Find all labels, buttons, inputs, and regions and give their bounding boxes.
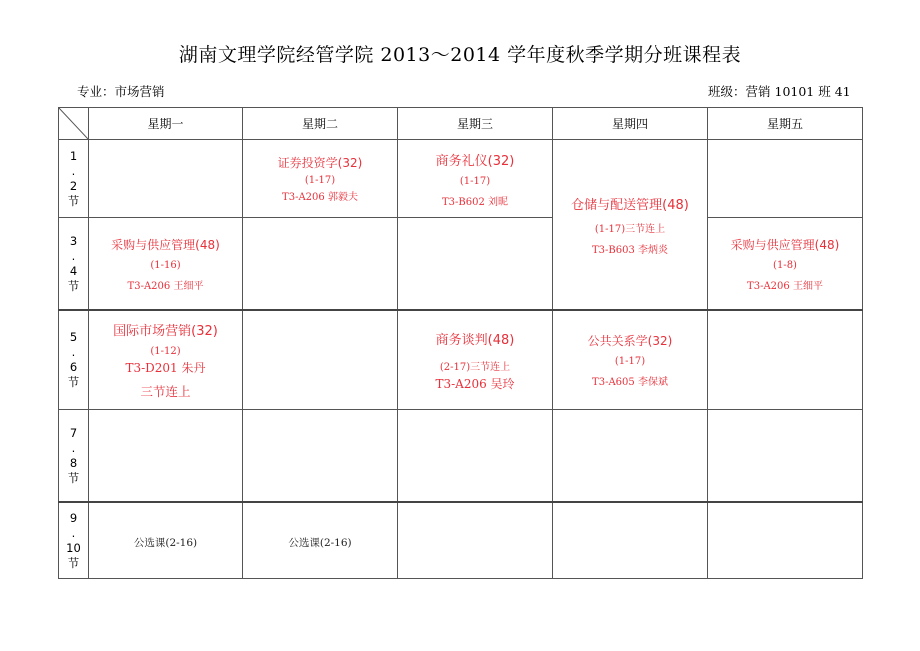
course-weeks: (1-16): [150, 259, 181, 271]
cell-fri-910: [708, 502, 863, 579]
major-label: 专业：: [77, 84, 115, 99]
cell-wed-12: [398, 140, 553, 218]
course-room: T3-D201 朱丹: [125, 361, 206, 375]
cell-mon-56: [89, 310, 243, 410]
course-name: 仓储与配送管理(48): [571, 197, 689, 213]
corner-cell: [59, 108, 89, 140]
class-info: [708, 82, 851, 100]
course-name: 证券投资学(32): [277, 156, 363, 170]
cell-fri-78: [708, 410, 863, 503]
major-value: 市场营销: [114, 84, 165, 99]
row-period-5-6: [59, 310, 863, 410]
course-room: T3-A206 吴玲: [435, 376, 515, 391]
day-header-thu: 星期四: [553, 108, 708, 140]
major-info: [77, 82, 165, 100]
course-name: 采购与供应管理(48): [111, 237, 220, 252]
course-room: T3-A206 王细平: [127, 280, 204, 292]
row-period-1-2: [59, 140, 863, 218]
cell-wed-34: [398, 218, 553, 311]
day-header-tue: 星期二: [243, 108, 398, 140]
cell-mon-78: [89, 410, 243, 503]
diagonal-line: [59, 108, 88, 139]
cell-tue-78: [243, 410, 398, 503]
cell-thu-56: [553, 310, 708, 410]
cell-thu-14: [553, 140, 708, 311]
cell-fri-56: [708, 310, 863, 410]
course-weeks: (1-8): [773, 259, 797, 271]
course-room: T3-B603 李炳炎: [591, 244, 669, 256]
period-label-3-4: 3 . 4 节: [59, 218, 89, 311]
day-header-mon: 星期一: [89, 108, 243, 140]
course-room: T3-B602 刘昵: [441, 196, 509, 208]
period-label-5-6: 5 . 6 节: [59, 310, 89, 410]
cell-mon-12: [89, 140, 243, 218]
course-name: 采购与供应管理(48): [730, 237, 840, 252]
course-weeks: (1-17)三节连上: [594, 223, 666, 235]
cell-wed-910: [398, 502, 553, 579]
cell-wed-78: [398, 410, 553, 503]
cell-fri-12: [708, 140, 863, 218]
cell-wed-56: [398, 310, 553, 410]
course-room: T3-A605 李保斌: [592, 377, 668, 388]
course-name: 商务礼仪(32): [435, 153, 515, 169]
page-title: 湖南文理学院经管学院 2013～2014 学年度秋季学期分班课程表: [178, 44, 742, 66]
row-period-9-10: [59, 502, 863, 579]
course-name: 公选课(2-16): [288, 537, 352, 549]
day-header-wed: 星期三: [398, 108, 553, 140]
course-weeks: (1-12): [150, 346, 181, 357]
course-name: 公选课(2-16): [133, 537, 198, 549]
cell-thu-910: [553, 502, 708, 579]
period-label-9-10: 9 . 10 节: [59, 502, 89, 579]
cell-tue-34: [243, 218, 398, 311]
class-value: 营销 10101 班 41: [745, 84, 851, 99]
course-room: T3-A206 郭毅夫: [282, 192, 358, 203]
row-period-7-8: [59, 410, 863, 503]
cell-thu-78: [553, 410, 708, 503]
cell-mon-910: [89, 502, 243, 579]
course-room: T3-A206 王细平: [747, 280, 823, 292]
course-weeks: (1-17): [614, 356, 646, 367]
cell-mon-34: [89, 218, 243, 311]
course-extra: 三节连上: [140, 384, 191, 399]
cell-fri-34: [708, 218, 863, 311]
header-row: [59, 108, 863, 140]
period-label-1-2: 1 . 2 节: [59, 140, 89, 218]
cell-tue-12: [243, 140, 398, 218]
course-weeks: (2-17)三节连上: [439, 361, 511, 373]
course-name: 公共关系学(32): [587, 334, 673, 348]
row-period-3-4: [59, 218, 863, 311]
course-weeks: (1-17): [304, 175, 336, 186]
cell-tue-910: [243, 502, 398, 579]
day-header-fri: 星期五: [708, 108, 863, 140]
course-weeks: (1-17): [459, 175, 491, 187]
course-name: 商务谈判(48): [435, 332, 515, 348]
class-label: 班级：: [708, 84, 746, 99]
course-name: 国际市场营销(32): [113, 324, 218, 339]
schedule-table: [58, 107, 863, 579]
period-label-7-8: 7 . 8 节: [59, 410, 89, 503]
cell-tue-56: [243, 310, 398, 410]
